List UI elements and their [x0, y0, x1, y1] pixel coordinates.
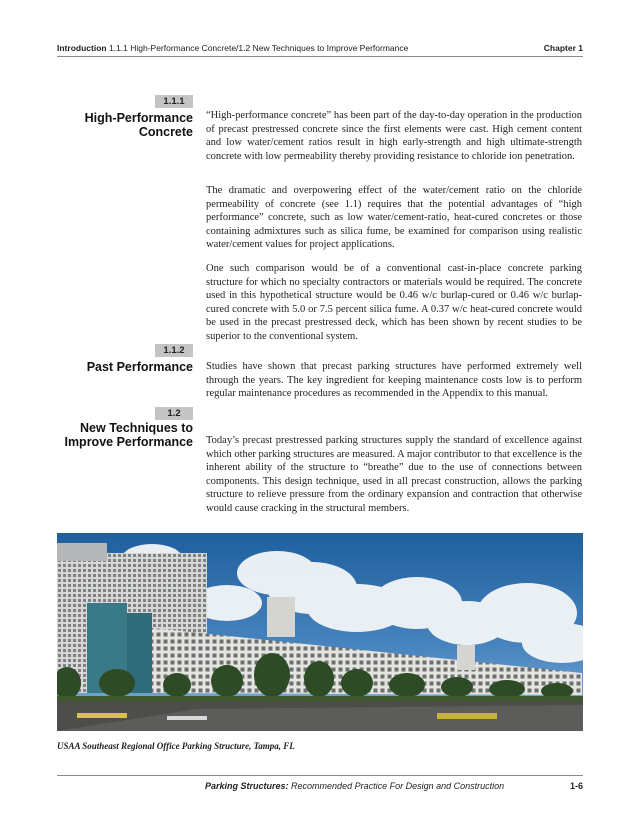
paragraph: The dramatic and overpowering effect of the water/cement ratio on the chloride permeability of concrete (see 1.1) requires that the potential advantages of “high performance” concrete, such as low water/cement-ratio, heat-cured concretes or those containing admixtures such as silica fume, be examined for comparison using realistic water/cement values for project applications. — [206, 185, 582, 251]
running-footer — [205, 781, 583, 795]
running-header — [57, 43, 583, 57]
paragraph: “High-performance concrete” has been part of the day-to-day operation in the production of precast prestressed concrete since the first elements were cast. High cement content and low water/cement ratios result in high early-strength and high ultimate-strength concrete with low permeability thereby providing resistance to chloride ion penetration. — [206, 110, 582, 162]
figure-caption: USAA Southeast Regional Office Parking Structure, Tampa, FL — [57, 741, 295, 751]
header-title — [57, 43, 408, 53]
section-heading-new-techniques — [40, 421, 193, 449]
section-heading-line: Concrete — [138, 125, 193, 139]
section-heading-line: Past Performance — [86, 360, 193, 374]
section-heading-line: Improve Performance — [64, 435, 193, 449]
header-section-text: 1.1.1 High-Performance Concrete/1.2 New Techniques to Improve Performance — [108, 43, 409, 53]
paragraph: Today’s precast prestressed parking structures supply the standard of excellence against which other parking structures are measured. A major contributor to that excellence is the inherent ability of the structure to “breathe” due to the use of connections between components. This design technique, used in all precast construction, allows the parking structure to relieve pressure from the ordinary expansion and contraction that otherwise would cause cracking in the structural members. — [206, 435, 582, 514]
footer-title — [205, 781, 504, 791]
section-heading-high-performance-concrete — [40, 111, 193, 139]
parking-structure-photo — [57, 533, 583, 731]
header-rule — [57, 56, 583, 57]
page-number: 1-6 — [569, 781, 583, 791]
section-heading-line: New Techniques to — [80, 421, 193, 435]
footer-title-bold: Parking Structures: — [205, 781, 289, 791]
footer-title-rest: Recommended Practice For Design and Construction — [291, 781, 505, 791]
section-number-1-1-2: 1.1.2 — [155, 344, 193, 357]
header-chapter: Chapter 1 — [543, 43, 583, 53]
paragraph: Studies have shown that precast parking structures have performed extremely well through the years. The key ingredient for keeping maintenance costs low is to perform regular maintenance procedures as recommended in the Appendix to this manual. — [206, 361, 582, 400]
paragraph: One such comparison would be of a conventional cast-in-place concrete parking structure for which no specialty contractors or materials would be required. The concrete used in this hypothetical structure would be 0.46 w/c burlap-cured or 0.46 w/c burlap-cured concrete with 5.0 or 7.5 percent silica fume. A 0.37 w/c heat-cured concrete would be used in the precast prestressed deck, which has been shown by recent studies to be superior to the conventional system. — [206, 263, 582, 342]
section-number-1-2: 1.2 — [155, 407, 193, 420]
section-heading-past-performance — [40, 360, 193, 374]
section-number-1-1-1: 1.1.1 — [155, 95, 193, 108]
header-section-label: Introduction — [57, 43, 107, 53]
section-heading-line: High-Performance — [84, 111, 193, 125]
footer-rule — [57, 775, 583, 776]
